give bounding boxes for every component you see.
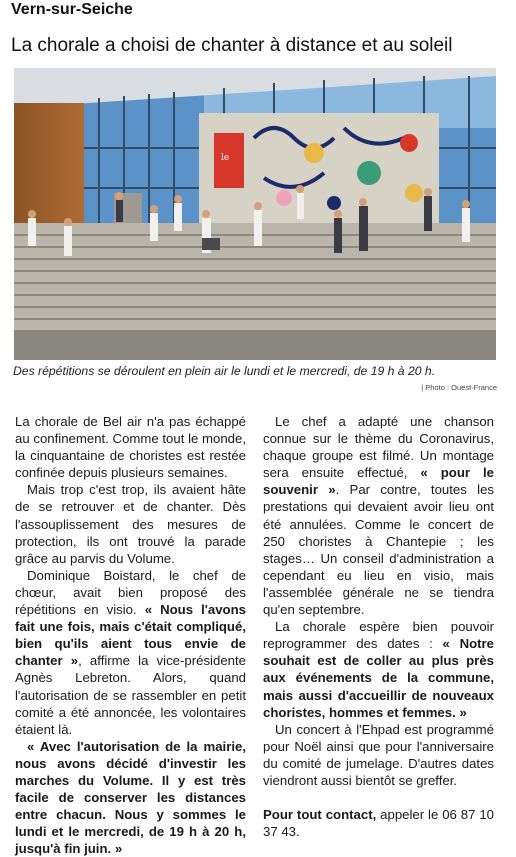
contact-label: Pour tout contact, [263, 807, 377, 823]
article-photo [14, 68, 496, 360]
paragraph-5-text-a: Le chef a adapté une chanson connue sur le thème du Coronavirus, chaque groupe est filmé. Un montage sera ensuite effectué, [263, 414, 494, 481]
article-headline: La chorale a choisi de chanter à distance et au soleil [11, 35, 453, 56]
paragraph-5-text-b: . Par contre, toutes les prestations qui devaient avoir lieu ont été annulées. Comme le concert de 250 choristes à Chantepie ; les stages… Un conseil d'administration a cependant eu lieu en visio, mais l'assemblée générale ne se tiendra qu'en septembre. [263, 482, 494, 618]
quote-souhait: « Notre souhait est de coller au plus près aux événements de la commune, mais aussi d'accueillir de nouveaux choristes, hommes et femmes. » [263, 636, 495, 720]
paragraph-3-text-a: Dominique Boistard, le chef de chœur, avait bien proposé des répétitions en visio. [15, 567, 246, 618]
locality-heading: Vern-sur-Seiche [11, 1, 133, 18]
paragraph-7: Un concert à l'Ehpad est programmé pour Noël ainsi que pour l'anniversaire du comité de jumelage. D'autres dates viendront aussi bientôt se greffer. [263, 721, 494, 788]
quote-mairie: « Avec l'autorisation de la mairie, nous avons décidé d'investir les marches du Volume. Il y est très facile de conserver les distances entre chacun. Nous y sommes le lundi et le mercredi, de 19 h à 20 h, jusqu'à fin juin. » [15, 738, 246, 857]
paragraph-3-text-b: , affirme la vice-présidente Agnès Lebreton. Alors, quand l'autorisation de se rassembler en petit comité a été annoncée, les volontaires étaient là. [15, 653, 246, 737]
paragraph-5 [263, 413, 494, 618]
paragraph-6-text-a: La chorale espère bien pouvoir reprogrammer des dates : [263, 619, 494, 652]
article-column-right [263, 413, 494, 840]
contact-phone: appeler le 06 87 10 37 43. [263, 807, 494, 840]
paragraph-intro: La chorale de Bel air n'a pas échappé au confinement. Comme tout le monde, la cinquantaine de choristes est restée confinée depuis plusieurs semaines. [15, 414, 246, 481]
photo-credit: | Photo : Ouest-France [421, 383, 497, 392]
contact-line [263, 806, 494, 840]
article-column-left [15, 413, 246, 857]
photo-caption: Des répétitions se déroulent en plein air le lundi et le mercredi, de 19 h à 20 h. [13, 364, 436, 378]
paragraph-3 [15, 567, 246, 738]
quote-visio: « Nous l'avons fait une fois, mais c'était compliqué, bien qu'ils aient tous envie de chanter » [15, 602, 246, 669]
svg-text:le: le [221, 153, 230, 163]
paragraph-2: Mais trop c'est trop, ils avaient hâte de se retrouver et de chanter. Dès l'assouplissement des mesures de protection, ils ont trouvé la parade grâce au parvis du Volume. [15, 482, 246, 566]
paragraph-6 [263, 618, 494, 721]
quote-souvenir: « pour le souvenir » [263, 465, 494, 498]
